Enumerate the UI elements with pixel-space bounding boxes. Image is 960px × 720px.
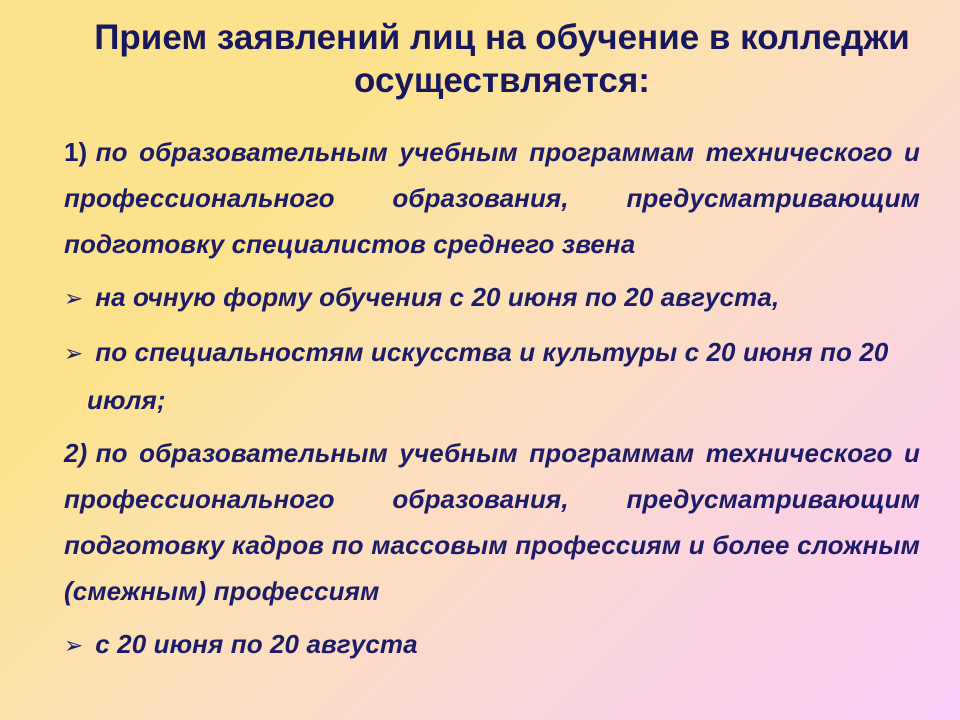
arrow-bullet-icon: ➢ <box>64 341 84 367</box>
paragraph-1-number: 1) <box>64 137 88 167</box>
paragraph-2-number: 2) <box>64 438 88 468</box>
arrow-bullet-icon: ➢ <box>64 633 84 659</box>
arrow-bullet-icon: ➢ <box>64 286 84 312</box>
numbered-paragraph-2 <box>64 430 920 614</box>
bullet-item-2-text: по специальностям искусства и культуры с 20 июня по 20 июля; <box>87 337 889 415</box>
paragraph-2-text: по образовательным учебным программам технического и профессионального образования, предусматривающим подготовку кадров по массовым профессиям и более сложным (смежным) профессиям <box>64 438 920 606</box>
bullet-item-1-text: на очную форму обучения с 20 июня по 20 августа, <box>95 282 780 312</box>
numbered-paragraph-1 <box>64 129 920 267</box>
bullet-item-2 <box>64 329 920 423</box>
bullet-item-3 <box>64 621 920 669</box>
slide-title: Прием заявлений лиц на обучение в колледжи осуществляется: <box>94 18 910 100</box>
bullet-item-1 <box>64 274 920 322</box>
bullet-item-3-text: с 20 июня по 20 августа <box>95 629 418 659</box>
paragraph-1-text: по образовательным учебным программам технического и профессионального образования, предусматривающим подготовку специалистов среднего звена <box>64 137 920 259</box>
slide-body <box>0 102 960 669</box>
